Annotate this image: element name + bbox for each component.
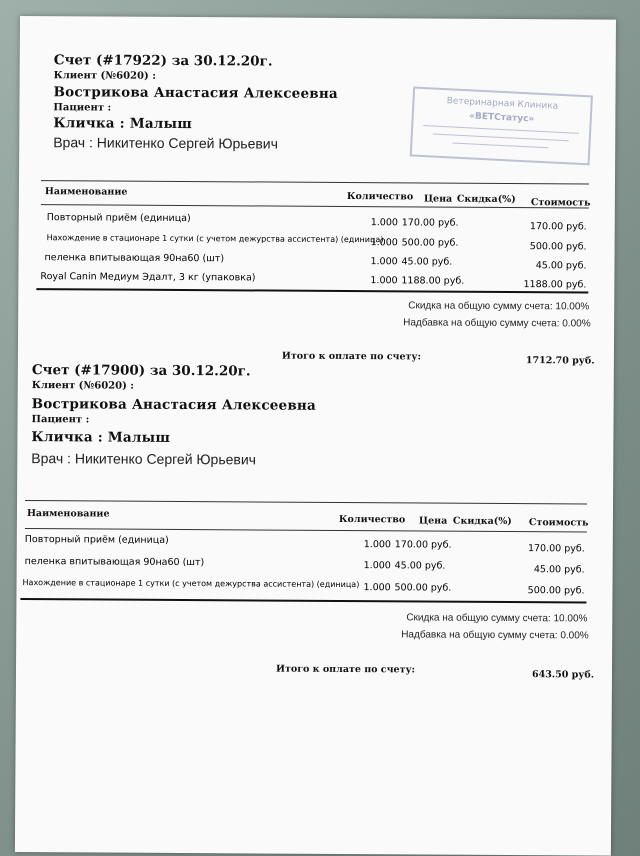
row-name: Нахождение в стационаре 1 сутки (с учетом дежурства ассистента) (единица)	[22, 578, 360, 590]
invoice-title: Счет (#17922) за 30.12.20г.	[53, 52, 273, 70]
row-cost: 45.00 руб.	[535, 260, 587, 272]
stamp-divider	[423, 125, 579, 134]
total-label: Итого к оплате по счету:	[275, 663, 416, 676]
row-price: 500.00 руб.	[401, 237, 459, 249]
discount-line: Скидка на общую сумму счета: 10.00%	[408, 300, 590, 313]
stamp-line-1: Ветеринарная Клиника	[446, 96, 559, 112]
pet-name: Кличка : Малыш	[31, 429, 171, 446]
total-label: Итого к оплате по счету:	[281, 350, 422, 363]
header-price: Цена	[423, 193, 453, 205]
header-name: Наименование	[26, 508, 110, 520]
row-qty: 1.000	[370, 237, 398, 249]
row-cost: 1188.00 руб.	[523, 279, 587, 291]
discount-line: Скидка на общую сумму счета: 10.00%	[406, 612, 588, 625]
client-name: Вострикова Анастасия Алексеевна	[53, 84, 338, 102]
header-cost: Стоимость	[530, 197, 591, 209]
table-bottom-rule	[36, 288, 588, 293]
doctor-name: Врач : Никитенко Сергей Юрьевич	[53, 134, 278, 152]
row-qty: 1.000	[370, 275, 398, 287]
header-qty: Количество	[338, 513, 406, 526]
stamp-line-2: «ВЕТСтатус»	[468, 111, 535, 125]
row-qty: 1.000	[363, 539, 392, 551]
row-name: пеленка впитывающая 90на60 (шт)	[44, 252, 225, 265]
header-cost: Стоимость	[528, 517, 589, 529]
row-cost: 170.00 руб.	[529, 221, 587, 233]
row-qty: 1.000	[363, 560, 391, 572]
header-qty: Количество	[346, 191, 414, 203]
doctor-name: Врач : Никитенко Сергей Юрьевич	[31, 450, 257, 468]
invoice-sheet	[15, 16, 616, 856]
header-rule	[25, 528, 587, 532]
header-price: Цена	[418, 515, 448, 527]
row-name: Повторный приём (единица)	[24, 534, 169, 546]
header-name: Наименование	[44, 186, 128, 198]
client-label: Клиент (№6020) :	[31, 380, 135, 392]
table-top-rule	[41, 180, 589, 184]
pet-name: Кличка : Малыш	[53, 115, 193, 133]
row-qty: 1.000	[363, 582, 391, 594]
invoice-title: Счет (#17900) за 30.12.20г.	[31, 362, 251, 380]
clinic-stamp	[410, 87, 593, 166]
row-name: Нахождение в стационаре 1 сутки (с учетом дежурства ассистента) (единица)	[46, 233, 384, 245]
row-price: 45.00 руб.	[401, 256, 453, 268]
row-name: пеленка впитывающая 90на60 (шт)	[24, 556, 205, 569]
row-cost: 500.00 руб.	[527, 585, 585, 597]
stamp-divider	[433, 134, 569, 142]
header-discount: Скидка(%)	[456, 193, 516, 206]
header-discount: Скидка(%)	[452, 515, 512, 528]
client-name: Вострикова Анастасия Алексеевна	[31, 396, 317, 414]
markup-line: Надбавка на общую сумму счета: 0.00%	[403, 317, 591, 330]
row-cost: 170.00 руб.	[527, 543, 585, 555]
row-qty: 1.000	[370, 256, 398, 268]
stamp-divider	[452, 143, 548, 149]
table-bottom-rule	[20, 598, 586, 603]
markup-line: Надбавка на общую сумму счета: 0.00%	[401, 629, 589, 642]
row-price: 170.00 руб.	[401, 217, 459, 229]
row-qty: 1.000	[370, 217, 398, 229]
row-price: 45.00 руб.	[394, 560, 446, 572]
total-value: 643.50 руб.	[531, 669, 595, 681]
client-label: Клиент (№6020) :	[53, 70, 156, 82]
table-top-rule	[25, 500, 587, 504]
total-value: 1712.70 руб.	[525, 355, 595, 367]
row-name: Повторный приём (единица)	[46, 212, 191, 225]
row-price: 500.00 руб.	[394, 582, 452, 594]
row-price: 170.00 руб.	[394, 539, 452, 551]
row-cost: 45.00 руб.	[533, 564, 585, 576]
row-name: Royal Canin Медиум Эдалт, 3 кг (упаковка)	[40, 271, 256, 284]
row-cost: 500.00 руб.	[529, 241, 587, 253]
patient-label: Пациент :	[31, 414, 90, 426]
row-price: 1188.00 руб.	[401, 275, 465, 287]
patient-label: Пациент :	[53, 102, 112, 114]
